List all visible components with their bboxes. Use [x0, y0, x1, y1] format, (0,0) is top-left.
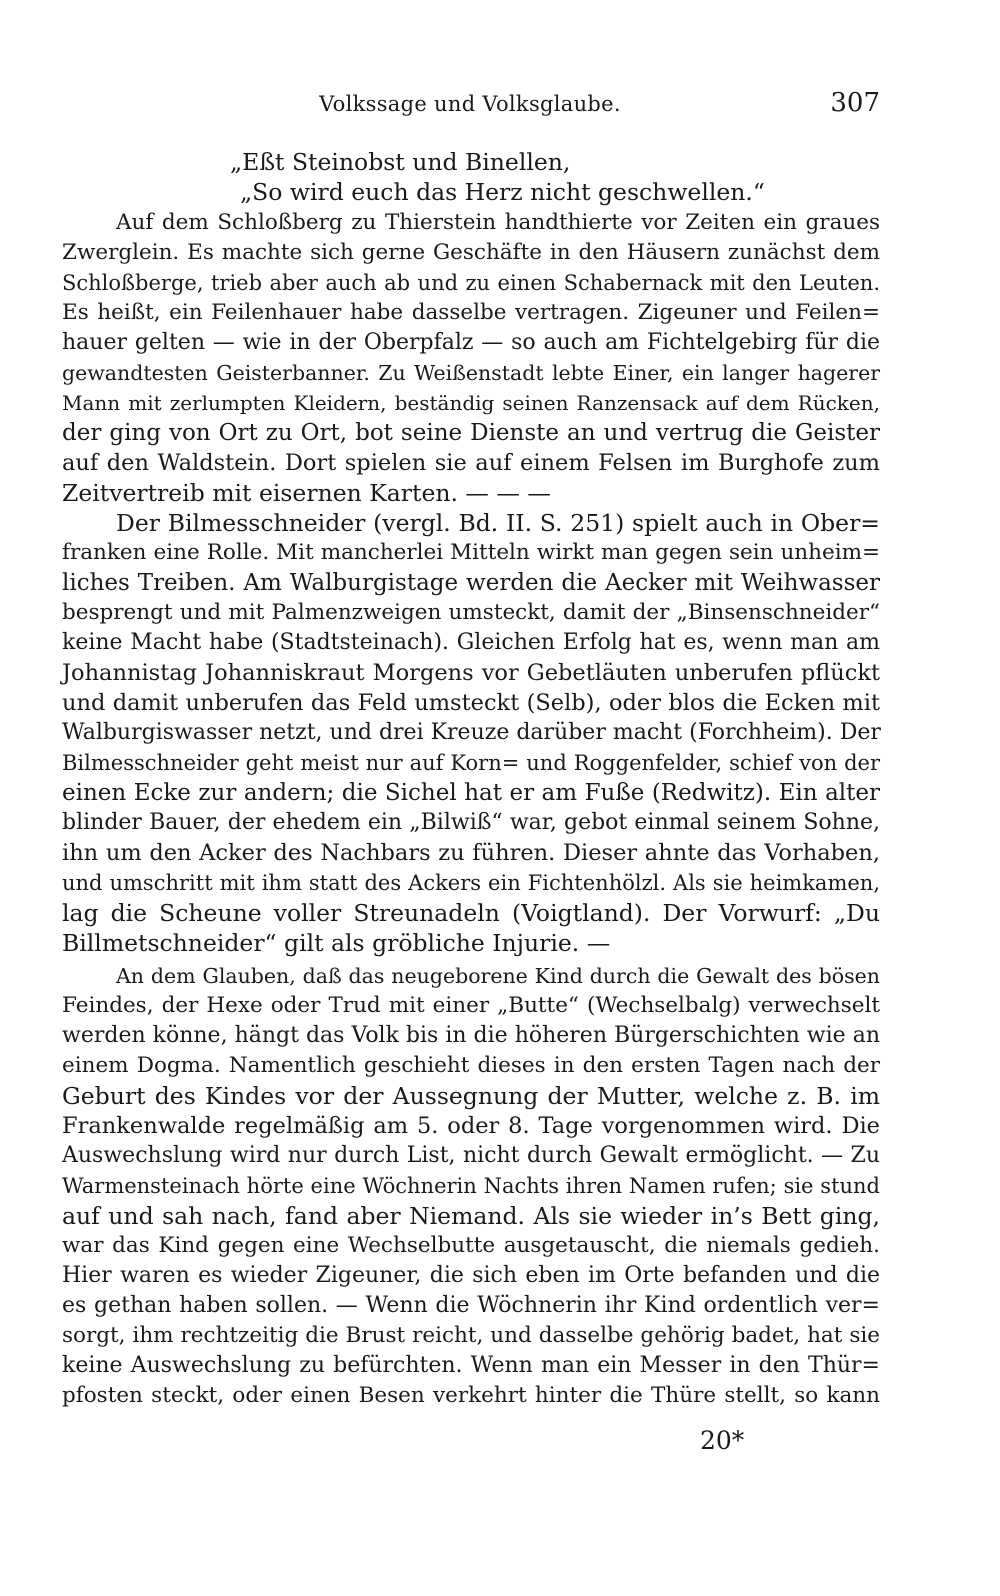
- paragraph-line: besprengt und mit Palmenzweigen umsteckt, damit der „Binsenschneider“: [62, 600, 880, 625]
- paragraph-line: Es heißt, ein Feilenhauer habe dasselbe vertragen. Zigeuner und Feilen=: [62, 300, 880, 325]
- paragraph-line: Zwerglein. Es machte sich gerne Geschäfte in den Häusern zunächst dem: [62, 240, 880, 265]
- paragraph-line: ihn um den Acker des Nachbars zu führen. Dieser ahnte das Vorhaben,: [62, 840, 880, 866]
- paragraph-line: werden könne, hängt das Volk bis in die höheren Bürgerschichten wie an: [62, 1023, 880, 1048]
- paragraph-line: Schloßberge, trieb aber auch ab und zu einen Schabernack mit den Leuten.: [62, 271, 880, 295]
- paragraph-line: An dem Glauben, daß das neugeborene Kind durch die Gewalt des bösen: [116, 964, 880, 988]
- paragraph-line: Feindes, der Hexe oder Trud mit einer „Butte“ (Wechselbalg) verwechselt: [62, 993, 880, 1018]
- verse-line: „Eßt Steinobst und Binellen,: [230, 148, 571, 176]
- paragraph-line: einem Dogma. Namentlich geschieht dieses in den ersten Tagen nach der: [62, 1053, 880, 1078]
- paragraph-line: gewandtesten Geisterbanner. Zu Weißenstadt lebte Einer, ein langer hagerer: [62, 361, 880, 385]
- signature-mark: 20*: [700, 1426, 745, 1455]
- paragraph-line: Johannistag Johanniskraut Morgens vor Gebetläuten unberufen pflückt: [62, 660, 880, 686]
- paragraph-line: Frankenwalde regelmäßig am 5. oder 8. Tage vorgenommen wird. Die: [62, 1113, 880, 1139]
- paragraph-line: Warmensteinach hörte eine Wöchnerin Nachts ihren Namen rufen; sie stund: [62, 1174, 880, 1198]
- paragraph-line: Der Bilmesschneider (vergl. Bd. II. S. 251) spielt auch in Ober=: [116, 509, 880, 537]
- paragraph-line: Hier waren es wieder Zigeuner, die sich eben im Orte befanden und die: [62, 1263, 880, 1288]
- paragraph-line: Zeitvertreib mit eisernen Karten. — — —: [62, 479, 551, 507]
- paragraph-line: Auf dem Schloßberg zu Thierstein handthierte vor Zeiten ein graues: [116, 210, 880, 235]
- paragraph-line: auf den Waldstein. Dort spielen sie auf einem Felsen im Burghofe zum: [62, 450, 880, 476]
- paragraph-line: es gethan haben sollen. — Wenn die Wöchnerin ihr Kind ordentlich ver=: [62, 1293, 880, 1318]
- paragraph-line: franken eine Rolle. Mit mancherlei Mitteln wirkt man gegen sein unheim=: [62, 540, 880, 565]
- paragraph-line: einen Ecke zur andern; die Sichel hat er am Fuße (Redwitz). Ein alter: [62, 780, 880, 806]
- paragraph-line: Billmetschneider“ gilt als gröbliche Injurie. —: [62, 929, 611, 957]
- paragraph-line: und damit unberufen das Feld umsteckt (Selb), oder blos die Ecken mit: [62, 690, 880, 716]
- paragraph-line: sorgt, ihm rechtzeitig die Brust reicht, und dasselbe gehörig badet, hat sie: [62, 1323, 880, 1348]
- paragraph-line: auf und sah nach, fand aber Niemand. Als sie wieder in’s Bett ging,: [62, 1202, 880, 1230]
- verse-line: „So wird euch das Herz nicht geschwellen.“: [240, 178, 765, 206]
- running-title: Volkssage und Volksglaube.: [319, 92, 621, 116]
- paragraph-line: pfosten steckt, oder einen Besen verkehrt hinter die Thüre stellt, so kann: [62, 1383, 880, 1408]
- paragraph-line: Auswechslung wird nur durch List, nicht durch Gewalt ermöglicht. — Zu: [62, 1143, 880, 1168]
- page-number: 307: [830, 88, 880, 118]
- paragraph-line: lag die Scheune voller Streunadeln (Voigtland). Der Vorwurf: „Du: [62, 899, 880, 927]
- paragraph-line: blinder Bauer, der ehedem ein „Bilwiß“ war, gebot einmal seinem Sohne,: [62, 810, 880, 835]
- paragraph-line: liches Treiben. Am Walburgistage werden die Aecker mit Weihwasser: [62, 570, 880, 596]
- paragraph-line: Walburgiswasser netzt, und drei Kreuze darüber macht (Forchheim). Der: [62, 720, 881, 745]
- paragraph-line: hauer gelten — wie in der Oberpfalz — so auch am Fichtelgebirg für die: [62, 330, 880, 355]
- paragraph-line: und umschritt mit ihm statt des Ackers ein Fichtenhölzl. Als sie heimkamen,: [62, 871, 880, 895]
- running-header: [60, 88, 880, 122]
- paragraph-line: keine Auswechslung zu befürchten. Wenn man ein Messer in den Thür=: [62, 1353, 880, 1378]
- paragraph-line: war das Kind gegen eine Wechselbutte ausgetauscht, die niemals gedieh.: [62, 1233, 880, 1258]
- paragraph-line: der ging von Ort zu Ort, bot seine Dienste an und vertrug die Geister: [62, 420, 880, 446]
- paragraph-line: Geburt des Kindes vor der Aussegnung der Mutter, welche z. B. im: [62, 1082, 880, 1110]
- paragraph-line: Bilmesschneider geht meist nur auf Korn= und Roggenfelder, schief von der: [62, 751, 880, 775]
- paragraph-line: keine Macht habe (Stadtsteinach). Gleichen Erfolg hat es, wenn man am: [62, 630, 880, 655]
- paragraph-line: Mann mit zerlumpten Kleidern, beständig seinen Ranzensack auf dem Rücken,: [62, 391, 880, 415]
